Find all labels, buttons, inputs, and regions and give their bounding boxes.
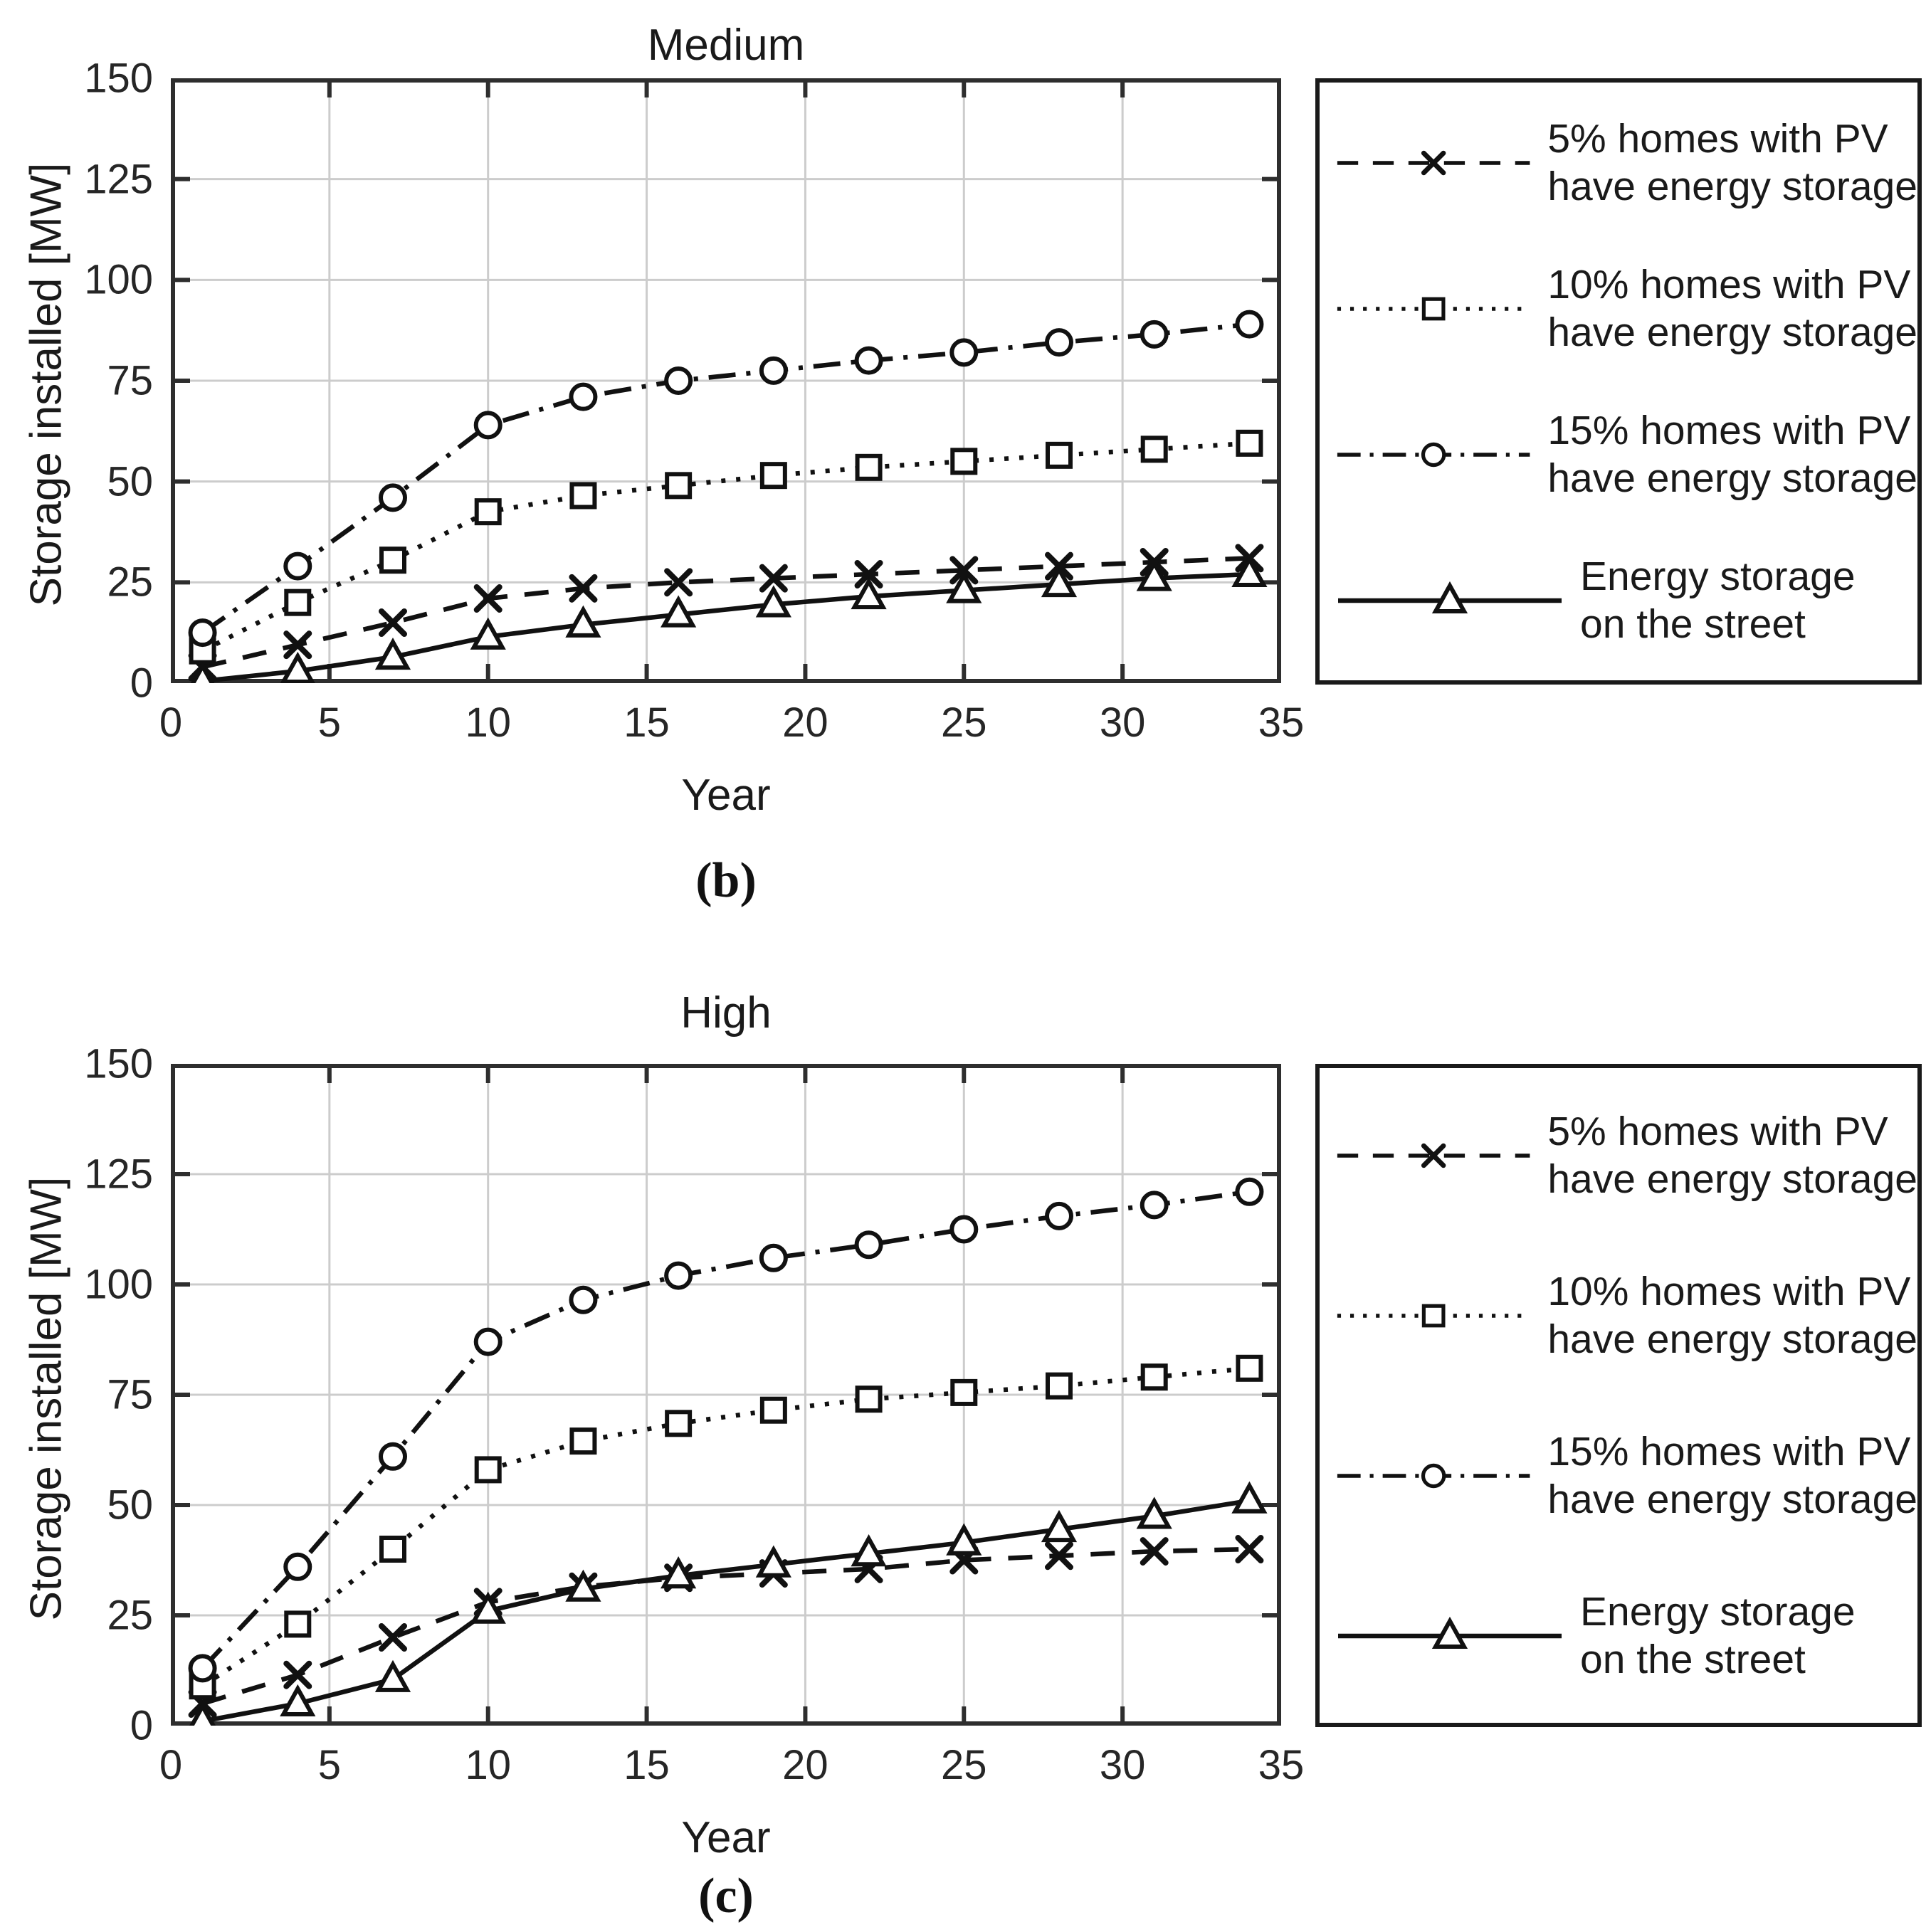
y-tick-label: 50 (107, 1482, 153, 1529)
circle-marker-icon (285, 1555, 310, 1579)
legend-label: 10% homes with PV have energy storage (1547, 1268, 1917, 1362)
y-tick-label: 50 (107, 458, 153, 505)
y-tick-label: 0 (130, 1702, 153, 1749)
series-markers-square (191, 1357, 1261, 1697)
series-line-circle (203, 1192, 1250, 1669)
legend-label: 10% homes with PV have energy storage (1547, 261, 1917, 355)
series-markers-circle (191, 312, 1262, 645)
x-tick-label: 5 (317, 1742, 341, 1788)
circle-marker-icon (952, 1218, 976, 1242)
x-tick-label: 30 (1099, 1742, 1146, 1788)
square-marker-icon (381, 1538, 404, 1561)
series-markers-square (191, 432, 1261, 663)
circle-marker-icon (1047, 330, 1071, 354)
legend-item (1332, 1588, 1917, 1684)
circle-marker-icon (857, 1232, 881, 1257)
square-marker-icon (858, 1388, 880, 1410)
triangle-marker-icon (1235, 559, 1263, 585)
circle-marker-icon (1237, 1180, 1261, 1204)
square-marker-icon (667, 1412, 690, 1435)
circle-marker-icon (571, 1288, 595, 1312)
square-marker-icon (572, 1430, 594, 1452)
square-marker-icon (1424, 1306, 1443, 1326)
square-marker-icon (858, 456, 880, 479)
x-marker-dashed-line-icon (1332, 1121, 1535, 1190)
x-tick-label: 20 (782, 1742, 828, 1788)
square-marker-icon (1048, 444, 1070, 467)
chart-title-medium: Medium (647, 21, 805, 70)
y-tick-label: 100 (84, 1261, 153, 1308)
legend-label: Energy storage on the street (1580, 553, 1856, 647)
circle-marker-icon (666, 369, 690, 393)
y-tick-label: 75 (107, 1371, 153, 1418)
series-line-square (203, 1368, 1250, 1686)
circle-marker-icon (1237, 312, 1261, 337)
square-marker-icon (667, 474, 690, 497)
y-tick-label: 0 (130, 660, 153, 707)
y-tick-label: 75 (107, 357, 153, 404)
legend-item (1332, 115, 1917, 211)
y-tick-label: 25 (107, 1592, 153, 1639)
series-line-triangle (203, 574, 1250, 681)
y-tick-labels-medium (43, 55, 153, 707)
x-axis-label-high: Year (681, 1813, 771, 1862)
square-marker-icon (952, 450, 975, 473)
legend-label: 5% homes with PV have energy storage (1547, 115, 1917, 209)
circle-marker-icon (1142, 322, 1167, 347)
gridlines (171, 1064, 1281, 1726)
square-marker-icon (1048, 1375, 1070, 1398)
legend-label: 15% homes with PV have energy storage (1547, 407, 1917, 501)
circle-marker-icon (571, 385, 595, 409)
legend-item (1332, 1428, 1917, 1524)
circle-marker-icon (381, 1445, 405, 1469)
circle-marker-icon (476, 413, 500, 437)
x-tick-label: 5 (317, 700, 341, 746)
square-marker-icon (381, 549, 404, 571)
circle-marker-icon (191, 621, 215, 645)
circle-marker-icon (952, 340, 976, 364)
x-tick-label: 15 (623, 700, 670, 746)
series-line-triangle (203, 1501, 1250, 1721)
x-tick-label: 25 (941, 1742, 987, 1788)
circle-marker-dashdot-line-icon (1332, 1442, 1535, 1510)
x-tick-labels-medium (159, 699, 1305, 749)
square-marker-icon (762, 1399, 785, 1422)
y-tick-label: 150 (84, 55, 153, 102)
x-marker-dashed-line-icon (1332, 129, 1535, 197)
x-tick-label: 10 (465, 1742, 511, 1788)
legend-box-medium (1315, 78, 1922, 685)
x-tick-label: 30 (1099, 700, 1146, 746)
circle-marker-icon (1424, 1465, 1444, 1486)
square-marker-icon (1238, 432, 1261, 455)
x-tick-label: 35 (1258, 700, 1305, 746)
circle-marker-icon (857, 349, 881, 373)
square-marker-dotted-line-icon (1332, 275, 1535, 343)
y-tick-label: 125 (84, 1151, 153, 1198)
triangle-marker-solid-line-icon (1332, 566, 1567, 635)
circle-marker-icon (381, 485, 405, 510)
x-axis-label-medium: Year (681, 771, 771, 820)
x-tick-label: 0 (159, 1742, 183, 1788)
square-marker-icon (1143, 438, 1166, 460)
circle-marker-icon (1424, 444, 1444, 465)
circle-marker-icon (762, 359, 786, 383)
circle-marker-icon (762, 1246, 786, 1270)
circle-marker-icon (285, 554, 310, 579)
triangle-marker-icon (1235, 1486, 1263, 1511)
circle-marker-icon (1047, 1204, 1071, 1228)
x-tick-label: 20 (782, 700, 828, 746)
legend-item (1332, 1108, 1917, 1203)
plot-area-high (171, 1064, 1281, 1726)
square-marker-icon (1143, 1366, 1166, 1388)
caption-b: (b) (695, 853, 757, 908)
circle-marker-icon (666, 1264, 690, 1288)
y-tick-labels-high (43, 1040, 153, 1749)
square-marker-icon (1424, 299, 1443, 319)
x-tick-label: 15 (623, 1742, 670, 1788)
plot-area-medium (171, 78, 1281, 683)
caption-c: (c) (698, 1869, 754, 1923)
series-line-circle (203, 324, 1250, 633)
y-tick-label: 100 (84, 256, 153, 303)
legend-item (1332, 1268, 1917, 1363)
triangle-marker-icon (379, 1664, 407, 1690)
circle-marker-icon (191, 1656, 215, 1680)
square-marker-dotted-line-icon (1332, 1282, 1535, 1350)
chart-title-high: High (680, 988, 772, 1038)
x-tick-labels-high (159, 1741, 1305, 1791)
x-tick-label: 0 (159, 700, 183, 746)
square-marker-icon (286, 1612, 309, 1635)
x-tick-label: 25 (941, 700, 987, 746)
y-tick-label: 150 (84, 1040, 153, 1087)
y-axis-label-high: Storage installed [MW] (21, 1176, 71, 1621)
x-tick-label: 10 (465, 700, 511, 746)
legend-label: 5% homes with PV have energy storage (1547, 1108, 1917, 1202)
square-marker-icon (477, 1458, 500, 1481)
square-marker-icon (286, 591, 309, 614)
circle-marker-icon (1142, 1193, 1167, 1217)
series-line-square (203, 443, 1250, 651)
square-marker-icon (952, 1381, 975, 1404)
x-marker-icon (381, 1626, 404, 1649)
x-tick-label: 35 (1258, 1742, 1305, 1788)
legend-label: Energy storage on the street (1580, 1588, 1856, 1682)
triangle-marker-solid-line-icon (1332, 1602, 1567, 1670)
series-markers-circle (191, 1180, 1262, 1681)
legend-box-high (1315, 1064, 1922, 1727)
legend-item (1332, 553, 1917, 648)
legend-item (1332, 407, 1917, 502)
series-line-x (203, 558, 1250, 667)
square-marker-icon (762, 464, 785, 487)
square-marker-icon (1238, 1357, 1261, 1380)
circle-marker-icon (476, 1330, 500, 1354)
y-axis-label-medium: Storage installed [MW] (21, 162, 71, 607)
x-marker-icon (1238, 1538, 1261, 1561)
square-marker-icon (572, 485, 594, 507)
y-tick-label: 125 (84, 156, 153, 203)
gridlines (171, 78, 1281, 683)
square-marker-icon (477, 500, 500, 523)
legend-item (1332, 261, 1917, 357)
legend-label: 15% homes with PV have energy storage (1547, 1428, 1917, 1522)
y-tick-label: 25 (107, 559, 153, 606)
circle-marker-dashdot-line-icon (1332, 421, 1535, 489)
series-markers-x (191, 547, 1261, 678)
